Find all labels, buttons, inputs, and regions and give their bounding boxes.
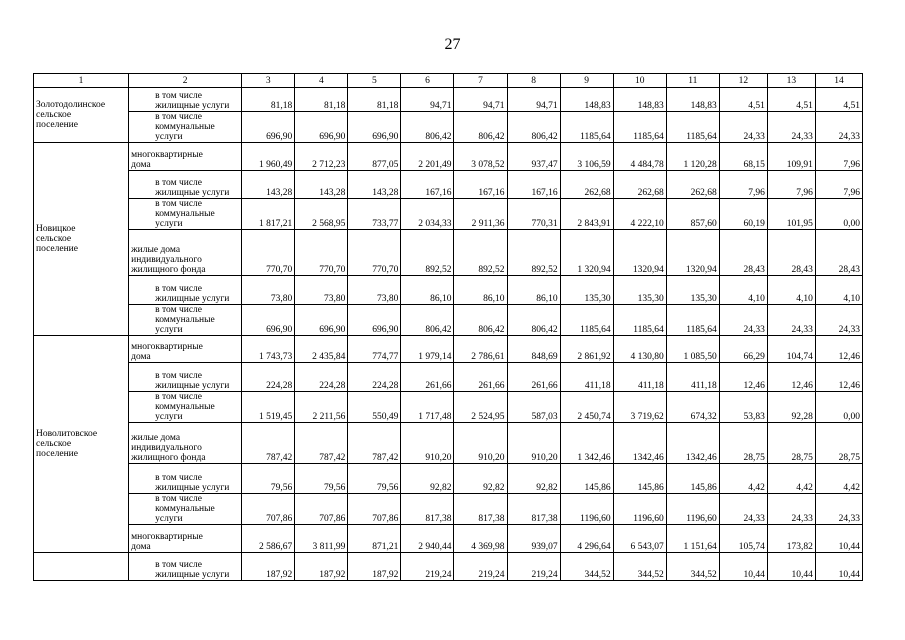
- value-cell: 344,52: [560, 553, 613, 581]
- value-cell: 877,05: [348, 143, 401, 171]
- value-cell: 167,16: [454, 171, 507, 199]
- value-cell: 1320,94: [666, 230, 719, 276]
- value-cell: 1185,64: [666, 305, 719, 336]
- value-cell: 148,83: [560, 88, 613, 112]
- category-label: в том числе коммунальные услуги: [129, 305, 242, 336]
- table-row: [34, 392, 863, 423]
- value-cell: 94,71: [401, 88, 454, 112]
- value-cell: 4,42: [767, 464, 815, 494]
- value-cell: 2 450,74: [560, 392, 613, 423]
- value-cell: 587,03: [507, 392, 560, 423]
- value-cell: 4,10: [815, 276, 862, 305]
- value-cell: 344,52: [666, 553, 719, 581]
- value-cell: 3 719,62: [613, 392, 666, 423]
- value-cell: 86,10: [454, 276, 507, 305]
- value-cell: 187,92: [242, 553, 295, 581]
- column-header: 4: [295, 74, 348, 88]
- value-cell: 148,83: [666, 88, 719, 112]
- value-cell: 910,20: [454, 423, 507, 464]
- value-cell: 1 979,14: [401, 336, 454, 363]
- value-cell: 2 435,84: [295, 336, 348, 363]
- column-header: 8: [507, 74, 560, 88]
- category-label: в том числе коммунальные услуги: [129, 494, 242, 525]
- value-cell: 187,92: [295, 553, 348, 581]
- value-cell: 1 817,21: [242, 199, 295, 230]
- value-cell: 4 130,80: [613, 336, 666, 363]
- value-cell: 2 940,44: [401, 525, 454, 553]
- table-row: [34, 199, 863, 230]
- value-cell: 1185,64: [560, 112, 613, 143]
- value-cell: 81,18: [295, 88, 348, 112]
- value-cell: 871,21: [348, 525, 401, 553]
- table-row: [34, 464, 863, 494]
- value-cell: 937,47: [507, 143, 560, 171]
- value-cell: 4,10: [719, 276, 767, 305]
- table-row: [34, 88, 863, 112]
- value-cell: 411,18: [560, 363, 613, 392]
- value-cell: 707,86: [295, 494, 348, 525]
- value-cell: 187,92: [348, 553, 401, 581]
- settlement-name: Золотодолинское сельское поселение: [34, 88, 129, 143]
- table-row: [34, 305, 863, 336]
- value-cell: 910,20: [507, 423, 560, 464]
- value-cell: 4,10: [767, 276, 815, 305]
- category-label: в том числе жилищные услуги: [129, 464, 242, 494]
- table-row: [34, 230, 863, 276]
- settlement-name: Новолитовское сельское поселение: [34, 336, 129, 553]
- value-cell: 806,42: [401, 305, 454, 336]
- header-row: [34, 74, 863, 88]
- value-cell: 28,43: [767, 230, 815, 276]
- value-cell: 10,44: [719, 553, 767, 581]
- value-cell: 4 296,64: [560, 525, 613, 553]
- value-cell: 262,68: [613, 171, 666, 199]
- value-cell: 1185,64: [613, 112, 666, 143]
- value-cell: 1320,94: [613, 230, 666, 276]
- value-cell: 224,28: [295, 363, 348, 392]
- value-cell: 1 717,48: [401, 392, 454, 423]
- value-cell: 167,16: [401, 171, 454, 199]
- value-cell: 135,30: [560, 276, 613, 305]
- column-header: 2: [129, 74, 242, 88]
- table-row: [34, 143, 863, 171]
- column-header: 12: [719, 74, 767, 88]
- value-cell: 774,77: [348, 336, 401, 363]
- value-cell: 3 811,99: [295, 525, 348, 553]
- value-cell: 224,28: [242, 363, 295, 392]
- value-cell: 1 085,50: [666, 336, 719, 363]
- value-cell: 1 120,28: [666, 143, 719, 171]
- value-cell: 12,46: [719, 363, 767, 392]
- category-label: многоквартирные дома: [129, 143, 242, 171]
- value-cell: 1185,64: [666, 112, 719, 143]
- value-cell: 707,86: [348, 494, 401, 525]
- value-cell: 1185,64: [560, 305, 613, 336]
- value-cell: 1342,46: [613, 423, 666, 464]
- value-cell: 12,46: [815, 336, 862, 363]
- table-row: [34, 525, 863, 553]
- value-cell: 770,70: [295, 230, 348, 276]
- column-header: 1: [34, 74, 129, 88]
- value-cell: 696,90: [348, 305, 401, 336]
- value-cell: 24,33: [719, 112, 767, 143]
- table-row: [34, 336, 863, 363]
- value-cell: 696,90: [242, 112, 295, 143]
- value-cell: 806,42: [454, 112, 507, 143]
- category-label: в том числе жилищные услуги: [129, 363, 242, 392]
- value-cell: 79,56: [348, 464, 401, 494]
- value-cell: 135,30: [666, 276, 719, 305]
- value-cell: 733,77: [348, 199, 401, 230]
- table-row: [34, 363, 863, 392]
- table-row: [34, 276, 863, 305]
- category-label: в том числе жилищные услуги: [129, 171, 242, 199]
- column-header: 6: [401, 74, 454, 88]
- value-cell: 939,07: [507, 525, 560, 553]
- value-cell: 3 078,52: [454, 143, 507, 171]
- value-cell: 24,33: [719, 494, 767, 525]
- value-cell: 86,10: [401, 276, 454, 305]
- value-cell: 806,42: [454, 305, 507, 336]
- value-cell: 770,70: [348, 230, 401, 276]
- value-cell: 86,10: [507, 276, 560, 305]
- value-cell: 2 586,67: [242, 525, 295, 553]
- value-cell: 1 960,49: [242, 143, 295, 171]
- value-cell: 892,52: [454, 230, 507, 276]
- category-label: жилые дома индивидуального жилищного фонда: [129, 423, 242, 464]
- column-header: 11: [666, 74, 719, 88]
- value-cell: 696,90: [242, 305, 295, 336]
- table-row: [34, 171, 863, 199]
- value-cell: 10,44: [767, 553, 815, 581]
- value-cell: 24,33: [815, 112, 862, 143]
- value-cell: 24,33: [767, 494, 815, 525]
- value-cell: 7,96: [719, 171, 767, 199]
- value-cell: 4,51: [815, 88, 862, 112]
- value-cell: 261,66: [454, 363, 507, 392]
- value-cell: 92,82: [454, 464, 507, 494]
- value-cell: 73,80: [295, 276, 348, 305]
- value-cell: 1 743,73: [242, 336, 295, 363]
- value-cell: 4,42: [719, 464, 767, 494]
- value-cell: 2 201,49: [401, 143, 454, 171]
- value-cell: 167,16: [507, 171, 560, 199]
- value-cell: 73,80: [242, 276, 295, 305]
- value-cell: 1 151,64: [666, 525, 719, 553]
- value-cell: 104,74: [767, 336, 815, 363]
- value-cell: 344,52: [613, 553, 666, 581]
- value-cell: 411,18: [613, 363, 666, 392]
- value-cell: 7,96: [767, 171, 815, 199]
- category-label: жилые дома индивидуального жилищного фонда: [129, 230, 242, 276]
- value-cell: 857,60: [666, 199, 719, 230]
- value-cell: 892,52: [401, 230, 454, 276]
- value-cell: 135,30: [613, 276, 666, 305]
- value-cell: 261,66: [507, 363, 560, 392]
- value-cell: 224,28: [348, 363, 401, 392]
- value-cell: 219,24: [401, 553, 454, 581]
- value-cell: 6 543,07: [613, 525, 666, 553]
- value-cell: 4 222,10: [613, 199, 666, 230]
- value-cell: 2 712,23: [295, 143, 348, 171]
- category-label: в том числе коммунальные услуги: [129, 199, 242, 230]
- value-cell: 2 861,92: [560, 336, 613, 363]
- value-cell: 92,28: [767, 392, 815, 423]
- value-cell: 1 342,46: [560, 423, 613, 464]
- value-cell: 7,96: [815, 171, 862, 199]
- value-cell: 2 786,61: [454, 336, 507, 363]
- value-cell: 787,42: [295, 423, 348, 464]
- column-header: 14: [815, 74, 862, 88]
- value-cell: 2 843,91: [560, 199, 613, 230]
- value-cell: 707,86: [242, 494, 295, 525]
- value-cell: 4,51: [719, 88, 767, 112]
- table-row: [34, 112, 863, 143]
- value-cell: 848,69: [507, 336, 560, 363]
- value-cell: 28,43: [719, 230, 767, 276]
- table-row: [34, 494, 863, 525]
- column-header: 7: [454, 74, 507, 88]
- value-cell: 1196,60: [666, 494, 719, 525]
- value-cell: 770,70: [242, 230, 295, 276]
- column-header: 10: [613, 74, 666, 88]
- value-cell: 81,18: [348, 88, 401, 112]
- category-label: в том числе жилищные услуги: [129, 276, 242, 305]
- value-cell: 28,43: [815, 230, 862, 276]
- settlement-name: [34, 553, 129, 581]
- value-cell: 806,42: [507, 112, 560, 143]
- table-row: [34, 423, 863, 464]
- value-cell: 79,56: [242, 464, 295, 494]
- value-cell: 143,28: [348, 171, 401, 199]
- column-header: 13: [767, 74, 815, 88]
- value-cell: 28,75: [767, 423, 815, 464]
- value-cell: 3 106,59: [560, 143, 613, 171]
- value-cell: 24,33: [719, 305, 767, 336]
- value-cell: 68,15: [719, 143, 767, 171]
- value-cell: 787,42: [242, 423, 295, 464]
- settlement-name: Новицкое сельское поселение: [34, 143, 129, 336]
- column-header: 3: [242, 74, 295, 88]
- value-cell: 24,33: [815, 494, 862, 525]
- value-cell: 2 211,56: [295, 392, 348, 423]
- category-label: в том числе жилищные услуги: [129, 88, 242, 112]
- value-cell: 4,51: [767, 88, 815, 112]
- value-cell: 24,33: [767, 305, 815, 336]
- value-cell: 262,68: [560, 171, 613, 199]
- value-cell: 12,46: [767, 363, 815, 392]
- category-label: в том числе коммунальные услуги: [129, 392, 242, 423]
- value-cell: 53,83: [719, 392, 767, 423]
- value-cell: 94,71: [507, 88, 560, 112]
- value-cell: 148,83: [613, 88, 666, 112]
- data-table: [33, 73, 863, 581]
- page-number: 27: [444, 36, 461, 53]
- value-cell: 81,18: [242, 88, 295, 112]
- value-cell: 105,74: [719, 525, 767, 553]
- value-cell: 28,75: [719, 423, 767, 464]
- value-cell: 892,52: [507, 230, 560, 276]
- value-cell: 550,49: [348, 392, 401, 423]
- value-cell: 2 568,95: [295, 199, 348, 230]
- value-cell: 92,82: [507, 464, 560, 494]
- value-cell: 94,71: [454, 88, 507, 112]
- value-cell: 219,24: [507, 553, 560, 581]
- value-cell: 262,68: [666, 171, 719, 199]
- value-cell: 24,33: [767, 112, 815, 143]
- value-cell: 28,75: [815, 423, 862, 464]
- value-cell: 1 519,45: [242, 392, 295, 423]
- column-header: 5: [348, 74, 401, 88]
- value-cell: 4 369,98: [454, 525, 507, 553]
- category-label: многоквартирные дома: [129, 336, 242, 363]
- category-label: в том числе жилищные услуги: [129, 553, 242, 581]
- value-cell: 2 524,95: [454, 392, 507, 423]
- category-label: многоквартирные дома: [129, 525, 242, 553]
- value-cell: 66,29: [719, 336, 767, 363]
- value-cell: 1196,60: [560, 494, 613, 525]
- value-cell: 1342,46: [666, 423, 719, 464]
- value-cell: 696,90: [295, 112, 348, 143]
- value-cell: 12,46: [815, 363, 862, 392]
- value-cell: 411,18: [666, 363, 719, 392]
- value-cell: 806,42: [507, 305, 560, 336]
- column-header: 9: [560, 74, 613, 88]
- value-cell: 145,86: [666, 464, 719, 494]
- value-cell: 674,32: [666, 392, 719, 423]
- value-cell: 696,90: [295, 305, 348, 336]
- value-cell: 92,82: [401, 464, 454, 494]
- value-cell: 910,20: [401, 423, 454, 464]
- value-cell: 145,86: [560, 464, 613, 494]
- value-cell: 4,42: [815, 464, 862, 494]
- value-cell: 2 911,36: [454, 199, 507, 230]
- value-cell: 1 320,94: [560, 230, 613, 276]
- value-cell: 101,95: [767, 199, 815, 230]
- value-cell: 73,80: [348, 276, 401, 305]
- value-cell: 143,28: [295, 171, 348, 199]
- value-cell: 145,86: [613, 464, 666, 494]
- value-cell: 0,00: [815, 392, 862, 423]
- value-cell: 817,38: [401, 494, 454, 525]
- value-cell: 173,82: [767, 525, 815, 553]
- value-cell: 261,66: [401, 363, 454, 392]
- value-cell: 806,42: [401, 112, 454, 143]
- value-cell: 817,38: [454, 494, 507, 525]
- value-cell: 4 484,78: [613, 143, 666, 171]
- value-cell: 696,90: [348, 112, 401, 143]
- category-label: в том числе коммунальные услуги: [129, 112, 242, 143]
- value-cell: 60,19: [719, 199, 767, 230]
- value-cell: 770,31: [507, 199, 560, 230]
- value-cell: 0,00: [815, 199, 862, 230]
- value-cell: 24,33: [815, 305, 862, 336]
- value-cell: 2 034,33: [401, 199, 454, 230]
- value-cell: 219,24: [454, 553, 507, 581]
- value-cell: 7,96: [815, 143, 862, 171]
- value-cell: 109,91: [767, 143, 815, 171]
- table-row: [34, 553, 863, 581]
- value-cell: 817,38: [507, 494, 560, 525]
- value-cell: 1185,64: [613, 305, 666, 336]
- value-cell: 787,42: [348, 423, 401, 464]
- value-cell: 10,44: [815, 525, 862, 553]
- value-cell: 10,44: [815, 553, 862, 581]
- value-cell: 79,56: [295, 464, 348, 494]
- value-cell: 143,28: [242, 171, 295, 199]
- value-cell: 1196,60: [613, 494, 666, 525]
